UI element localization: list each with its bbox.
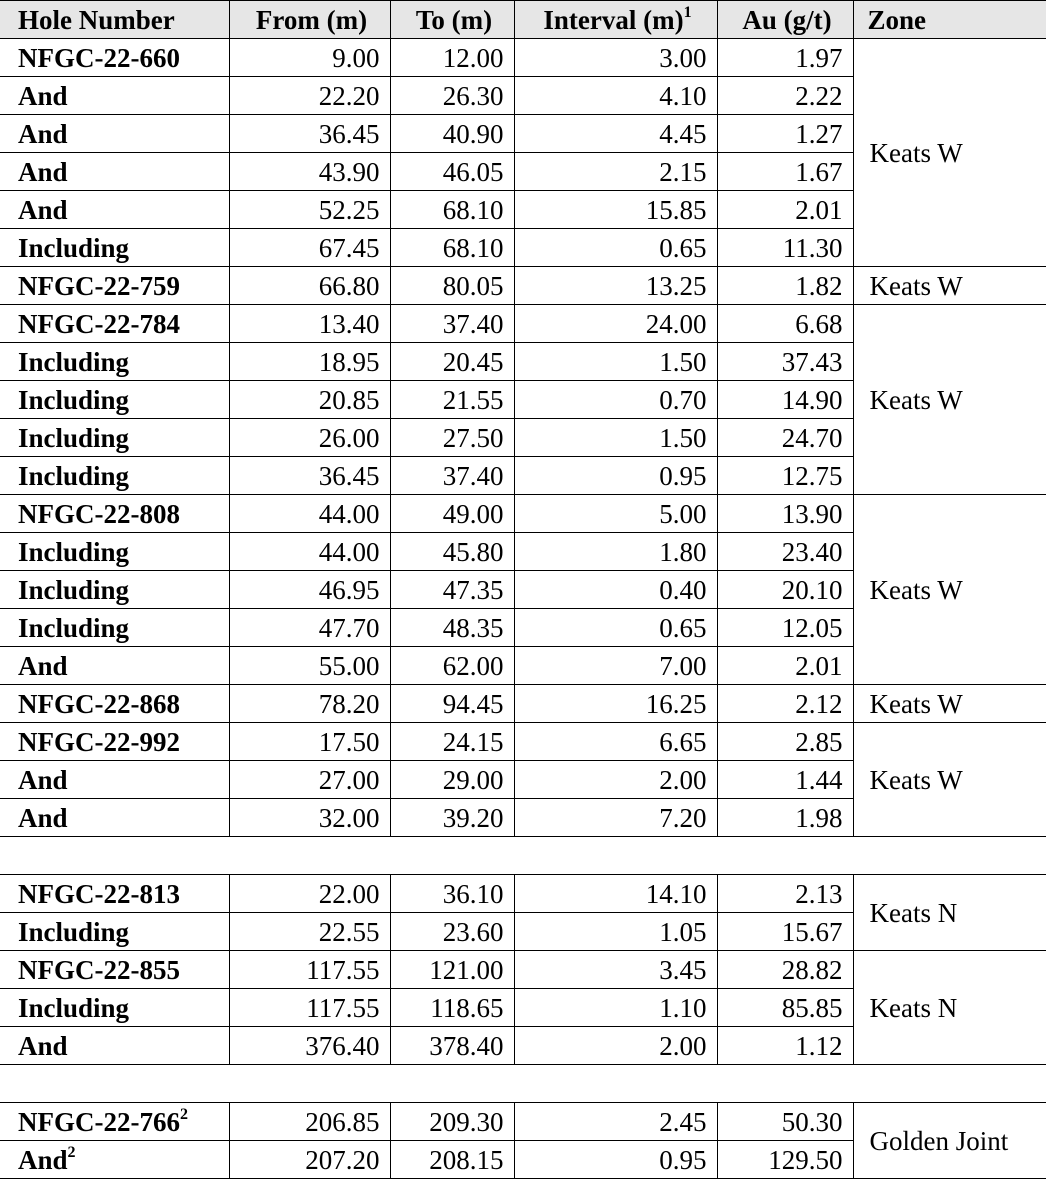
from-cell: 46.95	[229, 571, 390, 609]
au-cell: 15.67	[717, 913, 853, 951]
hole-cell: And	[0, 761, 229, 799]
interval-cell: 0.95	[514, 1141, 717, 1179]
zone-cell: Keats W	[853, 305, 1046, 495]
from-cell: 22.20	[229, 77, 390, 115]
to-cell: 24.15	[390, 723, 514, 761]
interval-cell: 1.80	[514, 533, 717, 571]
from-cell: 36.45	[229, 457, 390, 495]
hole-cell: NFGC-22-660	[0, 39, 229, 77]
header-zone: Zone	[853, 1, 1046, 39]
from-cell: 66.80	[229, 267, 390, 305]
zone-cell: Keats W	[853, 267, 1046, 305]
interval-cell: 14.10	[514, 875, 717, 913]
header-au: Au (g/t)	[717, 1, 853, 39]
to-cell: 27.50	[390, 419, 514, 457]
au-cell: 1.44	[717, 761, 853, 799]
from-cell: 206.85	[229, 1103, 390, 1141]
footnote-marker: 2	[179, 1105, 188, 1123]
table-row	[0, 305, 1046, 343]
table-row	[0, 685, 1046, 723]
interval-cell: 15.85	[514, 191, 717, 229]
spacer-row	[0, 837, 1046, 875]
from-cell: 117.55	[229, 989, 390, 1027]
from-cell: 22.55	[229, 913, 390, 951]
hole-cell: Including	[0, 343, 229, 381]
interval-cell: 1.05	[514, 913, 717, 951]
table-row	[0, 951, 1046, 989]
footnote-marker: 1	[683, 3, 692, 21]
interval-cell: 2.00	[514, 761, 717, 799]
hole-cell	[0, 1141, 229, 1179]
to-cell: 47.35	[390, 571, 514, 609]
au-cell: 2.12	[717, 685, 853, 723]
au-cell: 23.40	[717, 533, 853, 571]
au-cell: 11.30	[717, 229, 853, 267]
hole-cell: Including	[0, 457, 229, 495]
to-cell: 118.65	[390, 989, 514, 1027]
au-cell: 129.50	[717, 1141, 853, 1179]
au-cell: 2.01	[717, 647, 853, 685]
hole-cell	[0, 1103, 229, 1141]
hole-cell: NFGC-22-813	[0, 875, 229, 913]
from-cell: 17.50	[229, 723, 390, 761]
interval-cell: 3.00	[514, 39, 717, 77]
hole-label: NFGC-22-766	[18, 1106, 180, 1137]
hole-cell: Including	[0, 989, 229, 1027]
hole-cell: Including	[0, 913, 229, 951]
from-cell: 47.70	[229, 609, 390, 647]
from-cell: 27.00	[229, 761, 390, 799]
au-cell: 50.30	[717, 1103, 853, 1141]
hole-cell: NFGC-22-808	[0, 495, 229, 533]
hole-cell: And	[0, 115, 229, 153]
au-cell: 1.12	[717, 1027, 853, 1065]
header-row	[0, 1, 1046, 39]
from-cell: 9.00	[229, 39, 390, 77]
to-cell: 26.30	[390, 77, 514, 115]
hole-cell: Including	[0, 229, 229, 267]
from-cell: 18.95	[229, 343, 390, 381]
from-cell: 32.00	[229, 799, 390, 837]
au-cell: 2.85	[717, 723, 853, 761]
header-interval	[514, 1, 717, 39]
from-cell: 78.20	[229, 685, 390, 723]
to-cell: 46.05	[390, 153, 514, 191]
table-row	[0, 723, 1046, 761]
au-cell: 12.05	[717, 609, 853, 647]
from-cell: 22.00	[229, 875, 390, 913]
interval-cell: 7.20	[514, 799, 717, 837]
zone-cell: Keats W	[853, 685, 1046, 723]
au-cell: 2.01	[717, 191, 853, 229]
spacer-cell	[0, 1065, 1046, 1103]
interval-cell: 0.65	[514, 229, 717, 267]
header-hole-number: Hole Number	[0, 1, 229, 39]
au-cell: 24.70	[717, 419, 853, 457]
table-row	[0, 267, 1046, 305]
hole-cell: NFGC-22-992	[0, 723, 229, 761]
interval-cell: 0.40	[514, 571, 717, 609]
au-cell: 1.82	[717, 267, 853, 305]
au-cell: 1.67	[717, 153, 853, 191]
to-cell: 49.00	[390, 495, 514, 533]
to-cell: 378.40	[390, 1027, 514, 1065]
table-row	[0, 39, 1046, 77]
table-row	[0, 875, 1046, 913]
interval-cell: 24.00	[514, 305, 717, 343]
spacer-row	[0, 1065, 1046, 1103]
interval-cell: 4.10	[514, 77, 717, 115]
hole-cell: And	[0, 191, 229, 229]
hole-cell: NFGC-22-855	[0, 951, 229, 989]
from-cell: 117.55	[229, 951, 390, 989]
to-cell: 12.00	[390, 39, 514, 77]
au-cell: 6.68	[717, 305, 853, 343]
hole-cell: Including	[0, 609, 229, 647]
from-cell: 36.45	[229, 115, 390, 153]
to-cell: 48.35	[390, 609, 514, 647]
interval-cell: 1.50	[514, 343, 717, 381]
interval-cell: 4.45	[514, 115, 717, 153]
from-cell: 52.25	[229, 191, 390, 229]
au-cell: 85.85	[717, 989, 853, 1027]
to-cell: 40.90	[390, 115, 514, 153]
au-cell: 13.90	[717, 495, 853, 533]
au-cell: 20.10	[717, 571, 853, 609]
from-cell: 44.00	[229, 533, 390, 571]
to-cell: 20.45	[390, 343, 514, 381]
hole-cell: Including	[0, 533, 229, 571]
au-cell: 28.82	[717, 951, 853, 989]
hole-cell: NFGC-22-868	[0, 685, 229, 723]
interval-cell: 6.65	[514, 723, 717, 761]
hole-cell: NFGC-22-759	[0, 267, 229, 305]
interval-cell: 1.50	[514, 419, 717, 457]
to-cell: 39.20	[390, 799, 514, 837]
from-cell: 26.00	[229, 419, 390, 457]
interval-cell: 0.70	[514, 381, 717, 419]
hole-cell: Including	[0, 419, 229, 457]
au-cell: 2.13	[717, 875, 853, 913]
hole-cell: And	[0, 153, 229, 191]
au-cell: 12.75	[717, 457, 853, 495]
interval-cell: 1.10	[514, 989, 717, 1027]
au-cell: 14.90	[717, 381, 853, 419]
hole-cell: Including	[0, 381, 229, 419]
au-cell: 1.97	[717, 39, 853, 77]
from-cell: 43.90	[229, 153, 390, 191]
to-cell: 208.15	[390, 1141, 514, 1179]
au-cell: 1.27	[717, 115, 853, 153]
zone-cell: Keats W	[853, 723, 1046, 837]
au-cell: 2.22	[717, 77, 853, 115]
hole-label: And	[18, 1144, 68, 1175]
to-cell: 21.55	[390, 381, 514, 419]
zone-cell: Keats W	[853, 39, 1046, 267]
hole-cell: And	[0, 77, 229, 115]
interval-cell: 5.00	[514, 495, 717, 533]
au-cell: 37.43	[717, 343, 853, 381]
header-interval-label: Interval (m)	[543, 4, 684, 35]
from-cell: 67.45	[229, 229, 390, 267]
to-cell: 29.00	[390, 761, 514, 799]
to-cell: 36.10	[390, 875, 514, 913]
to-cell: 68.10	[390, 191, 514, 229]
hole-cell: And	[0, 1027, 229, 1065]
table-row	[0, 1103, 1046, 1141]
zone-cell: Golden Joint	[853, 1103, 1046, 1179]
interval-cell: 2.00	[514, 1027, 717, 1065]
interval-cell: 16.25	[514, 685, 717, 723]
to-cell: 80.05	[390, 267, 514, 305]
to-cell: 45.80	[390, 533, 514, 571]
interval-cell: 2.45	[514, 1103, 717, 1141]
interval-cell: 0.65	[514, 609, 717, 647]
header-from: From (m)	[229, 1, 390, 39]
interval-cell: 2.15	[514, 153, 717, 191]
zone-cell: Keats N	[853, 951, 1046, 1065]
hole-cell: NFGC-22-784	[0, 305, 229, 343]
footnote-marker: 2	[67, 1143, 76, 1161]
zone-cell: Keats W	[853, 495, 1046, 685]
to-cell: 23.60	[390, 913, 514, 951]
spacer-cell	[0, 837, 1046, 875]
table-row	[0, 495, 1046, 533]
interval-cell: 7.00	[514, 647, 717, 685]
to-cell: 62.00	[390, 647, 514, 685]
from-cell: 20.85	[229, 381, 390, 419]
interval-cell: 13.25	[514, 267, 717, 305]
from-cell: 207.20	[229, 1141, 390, 1179]
to-cell: 121.00	[390, 951, 514, 989]
header-to: To (m)	[390, 1, 514, 39]
au-cell: 1.98	[717, 799, 853, 837]
to-cell: 37.40	[390, 305, 514, 343]
interval-cell: 0.95	[514, 457, 717, 495]
hole-cell: And	[0, 647, 229, 685]
to-cell: 37.40	[390, 457, 514, 495]
hole-cell: And	[0, 799, 229, 837]
hole-cell: Including	[0, 571, 229, 609]
zone-cell: Keats N	[853, 875, 1046, 951]
to-cell: 209.30	[390, 1103, 514, 1141]
from-cell: 44.00	[229, 495, 390, 533]
from-cell: 13.40	[229, 305, 390, 343]
from-cell: 55.00	[229, 647, 390, 685]
from-cell: 376.40	[229, 1027, 390, 1065]
to-cell: 68.10	[390, 229, 514, 267]
interval-cell: 3.45	[514, 951, 717, 989]
to-cell: 94.45	[390, 685, 514, 723]
